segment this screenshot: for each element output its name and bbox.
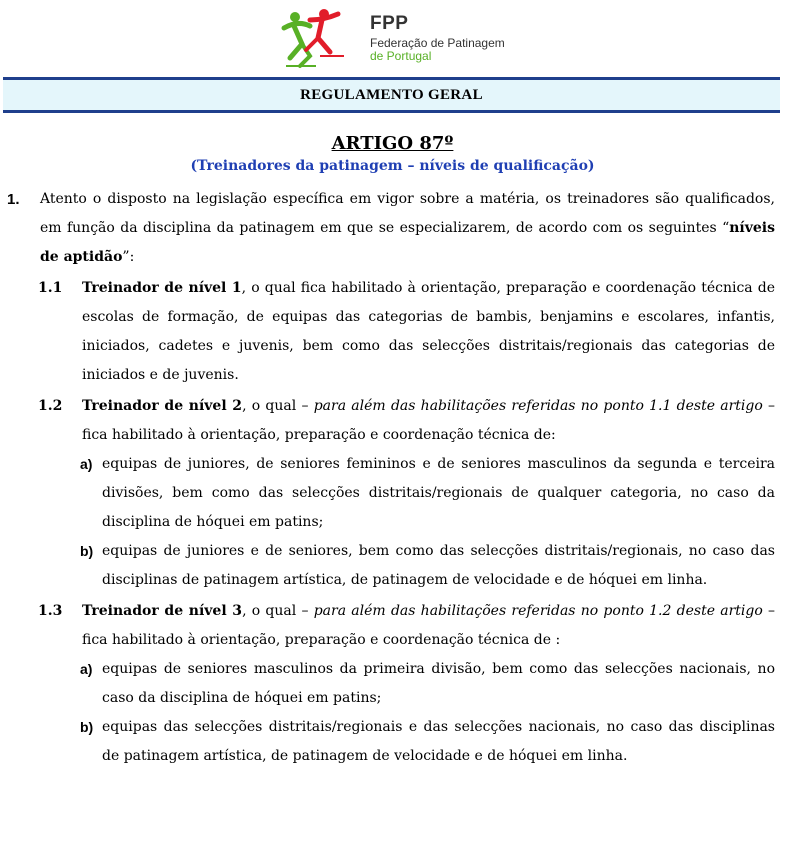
item-1-3-b bbox=[80, 713, 775, 771]
org-name-line1: Federação de Patinagem bbox=[370, 36, 505, 50]
item-text: equipas de seniores masculinos da primeira divisão, bem como das selecções nacionais, no caso da disciplina de hóquei em patins; bbox=[102, 661, 775, 706]
paragraph-bold: Treinador de nível 2 bbox=[82, 398, 243, 414]
article-subtitle: (Treinadores da patinagem – níveis de qualificação) bbox=[190, 158, 595, 174]
paragraph-number: 1. bbox=[7, 191, 20, 208]
paragraph-text-end: ”: bbox=[122, 249, 135, 265]
band-title: REGULAMENTO GERAL bbox=[300, 86, 483, 103]
item-text: equipas de juniores e de seniores, bem como das selecções distritais/regionais, no caso das disciplinas de patinagem artística, de patinagem de velocidade e de hóquei em linha. bbox=[102, 543, 775, 588]
org-abbr: FPP bbox=[370, 13, 409, 34]
item-1-3-a bbox=[80, 655, 775, 713]
paragraph-bold: Treinador de nível 1 bbox=[82, 280, 242, 296]
paragraph-text: Atento o disposto na legislação específica em vigor sobre a matéria, os treinadores são qualificados, em função da disciplina da patinagem em que se especializarem, de acordo com os seguintes “ bbox=[40, 191, 775, 236]
item-label: b) bbox=[80, 543, 94, 559]
regulation-band bbox=[3, 80, 780, 110]
paragraph-1-2 bbox=[38, 392, 776, 450]
paragraph-1-3 bbox=[38, 597, 776, 655]
paragraph-bold: níveis de aptidão bbox=[40, 220, 775, 265]
paragraph-bold: Treinador de nível 3 bbox=[82, 603, 243, 619]
paragraph-number: 1.1 bbox=[38, 280, 63, 296]
item-label: a) bbox=[80, 661, 93, 677]
paragraph-text: , o qual fica habilitado à orientação, preparação e coordenação técnica de escolas de formação, de equipas das categorias de bambis, benjamins e escolares, infantis, iniciados, cadetes e juvenis, bem como das selecções distritais/regionais das categorias de iniciados e de juvenis. bbox=[82, 280, 776, 383]
item-label: a) bbox=[80, 456, 93, 472]
item-label: b) bbox=[80, 719, 94, 735]
paragraph-text-end: – fica habilitado à orientação, preparação e coordenação técnica de : bbox=[82, 603, 776, 648]
item-1-2-a bbox=[80, 450, 775, 537]
paragraph-text-end: – fica habilitado à orientação, preparação e coordenação técnica de: bbox=[82, 398, 776, 443]
paragraph-1 bbox=[7, 185, 775, 272]
paragraph-italic: para além das habilitações referidas no ponto 1.2 deste artigo bbox=[313, 603, 763, 619]
article-title: ARTIGO 87º bbox=[331, 133, 454, 154]
paragraph-text: , o qual – bbox=[242, 398, 314, 414]
org-name-block bbox=[370, 14, 505, 63]
paragraph-italic: para além das habilitações referidas no ponto 1.1 deste artigo bbox=[313, 398, 763, 414]
item-text: equipas de juniores, de seniores femininos e de seniores masculinos da segunda e terceira divisões, bem como das selecções distritais/regionais de qualquer categoria, no caso da disciplina de hóquei em patins; bbox=[102, 456, 775, 530]
org-name-line2: de Portugal bbox=[370, 49, 432, 63]
paragraph-1-1 bbox=[38, 274, 776, 390]
paragraph-text: , o qual – bbox=[242, 603, 314, 619]
paragraph-number: 1.2 bbox=[38, 398, 63, 414]
band-bottom-rule bbox=[3, 110, 780, 113]
fpp-skaters-logo-icon bbox=[280, 6, 352, 70]
item-1-2-b bbox=[80, 537, 775, 595]
article-body bbox=[0, 185, 785, 771]
item-text: equipas das selecções distritais/regionais e das selecções nacionais, no caso das disciplinas de patinagem artística, de patinagem de velocidade e de hóquei em linha. bbox=[102, 719, 775, 764]
paragraph-number: 1.3 bbox=[38, 603, 63, 619]
page-header bbox=[0, 0, 785, 75]
